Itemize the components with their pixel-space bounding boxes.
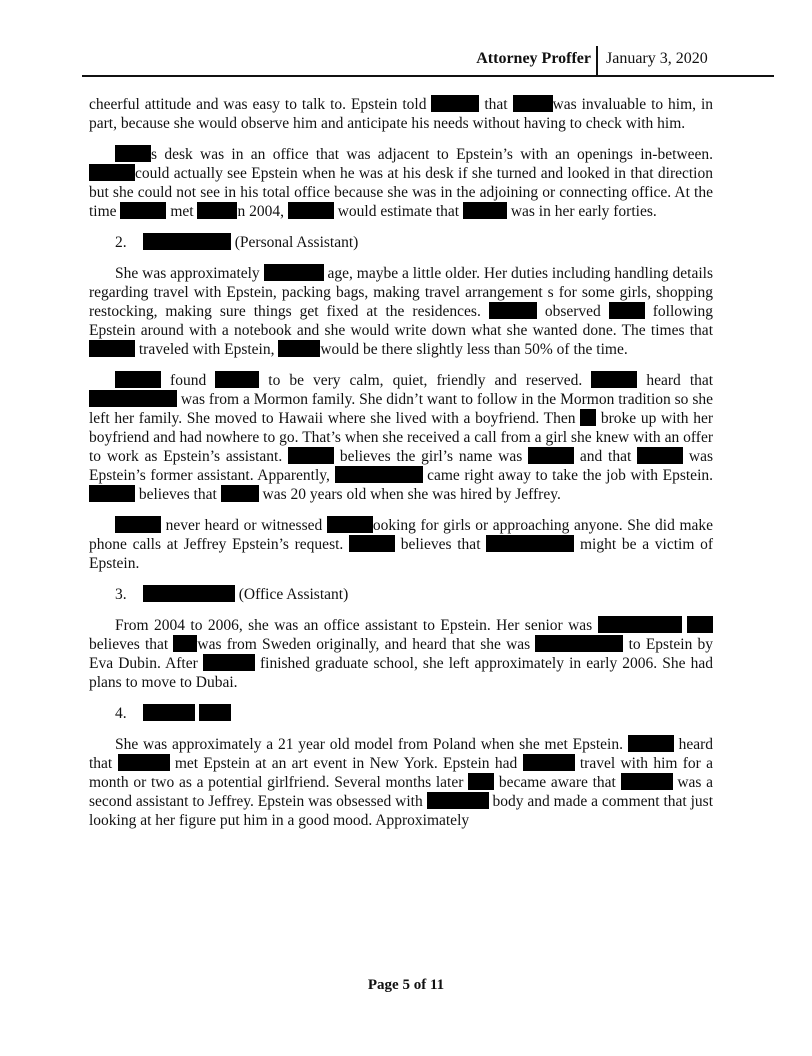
redaction xyxy=(115,371,161,388)
redaction xyxy=(528,447,574,464)
redaction xyxy=(288,202,334,219)
redaction xyxy=(523,754,575,771)
redaction xyxy=(203,654,255,671)
paragraph: s desk was in an office that was adjacent to Epstein’s with an openings in-between. could actually see Epstein when he was at his desk if she turned and looked in that direction but she could not see in his total office because she was in the adjoining or connecting office. At the time met n 2004, would estimate that was in her early forties. xyxy=(89,146,713,220)
redaction xyxy=(288,447,334,464)
redaction xyxy=(580,409,596,426)
section-heading: 3. (Office Assistant) xyxy=(115,586,349,603)
page-number: Page 5 of 11 xyxy=(367,977,445,993)
redaction xyxy=(143,585,235,602)
redaction xyxy=(173,635,197,652)
redaction xyxy=(327,516,373,533)
paragraph: From 2004 to 2006, she was an office assistant to Epstein. Her senior was believes that was from Sweden originally, and heard that she was to Epstein by Eva Dubin. After finished graduate school, she left approximately in early 2006. She had plans to move to Dubai. xyxy=(89,617,714,691)
paragraph: She was approximately a 21 year old model from Poland when she met Epstein. heard that met Epstein at an art event in New York. Epstein had travel with him for a month or two as a potential girlfriend. Several months later became aware that was a second assistant to Jeffrey. Epstein was obsessed with body and made a comment that just looking at her figure put him in a good mood. Approximately xyxy=(89,736,714,829)
paragraph: She was approximately age, maybe a little older. Her duties including handling details regarding travel with Epstein, packing bags, making travel arrangement s for some girls, shopping restocking, making sure things get fixed at the residences. observed following Epstein around with a notebook and she would write down what she wanted done. The times that traveled with Epstein, would be there slightly less than 50% of the time. xyxy=(89,265,714,358)
redaction xyxy=(687,616,713,633)
redaction xyxy=(591,371,637,388)
redaction xyxy=(115,516,161,533)
redaction xyxy=(513,95,553,112)
redaction xyxy=(89,164,135,181)
redaction xyxy=(118,754,170,771)
redaction xyxy=(264,264,324,281)
redaction xyxy=(486,535,574,552)
redaction xyxy=(143,233,231,250)
redaction xyxy=(215,371,259,388)
redaction xyxy=(120,202,166,219)
section-heading: 4. xyxy=(115,704,713,723)
section-heading: 2. (Personal Assistant) xyxy=(115,234,359,251)
header-date: January 3, 2020 xyxy=(606,50,708,67)
redaction xyxy=(535,635,623,652)
redaction xyxy=(598,616,682,633)
header-title: Attorney Proffer xyxy=(476,50,591,67)
redaction xyxy=(115,145,151,162)
redaction xyxy=(89,340,135,357)
redaction xyxy=(199,704,231,721)
redaction xyxy=(463,202,507,219)
redaction xyxy=(628,735,674,752)
paragraph: never heard or witnessed ooking for girls or approaching anyone. She did make phone calls at Jeffrey Epstein’s request. believes that might be a victim of Epstein. xyxy=(89,517,714,572)
redaction xyxy=(89,485,135,502)
redaction xyxy=(89,390,177,407)
redaction xyxy=(143,704,195,721)
redaction xyxy=(468,773,494,790)
redaction xyxy=(278,340,320,357)
redaction xyxy=(431,95,479,112)
redaction xyxy=(221,485,259,502)
header-divider xyxy=(596,46,598,76)
redaction xyxy=(427,792,489,809)
redaction xyxy=(621,773,673,790)
redaction xyxy=(197,202,237,219)
redaction xyxy=(637,447,683,464)
header-rule xyxy=(82,75,774,77)
redaction xyxy=(489,302,537,319)
redaction xyxy=(609,302,645,319)
redaction xyxy=(349,535,395,552)
document-body xyxy=(89,95,713,842)
redaction xyxy=(335,466,423,483)
paragraph: found to be very calm, quiet, friendly and reserved. heard that was from a Mormon family. She didn’t want to follow in the Mormon tradition so she left her family. She moved to Hawaii where she lived with a boyfriend. Then broke up with her boyfriend and had nowhere to go. That’s when she received a call from a girl she knew with an offer to work as Epstein’s assistant. believes the girl’s name was and that was Epstein’s former assistant. Apparently, came right away to take the job with Epstein. believes that was 20 years old when she was hired by Jeffrey. xyxy=(89,372,714,503)
paragraph: cheerful attitude and was easy to talk to. Epstein told that was invaluable to him, in part, because she would observe him and anticipate his needs without having to check with him. xyxy=(89,96,714,132)
page-header xyxy=(0,46,774,76)
